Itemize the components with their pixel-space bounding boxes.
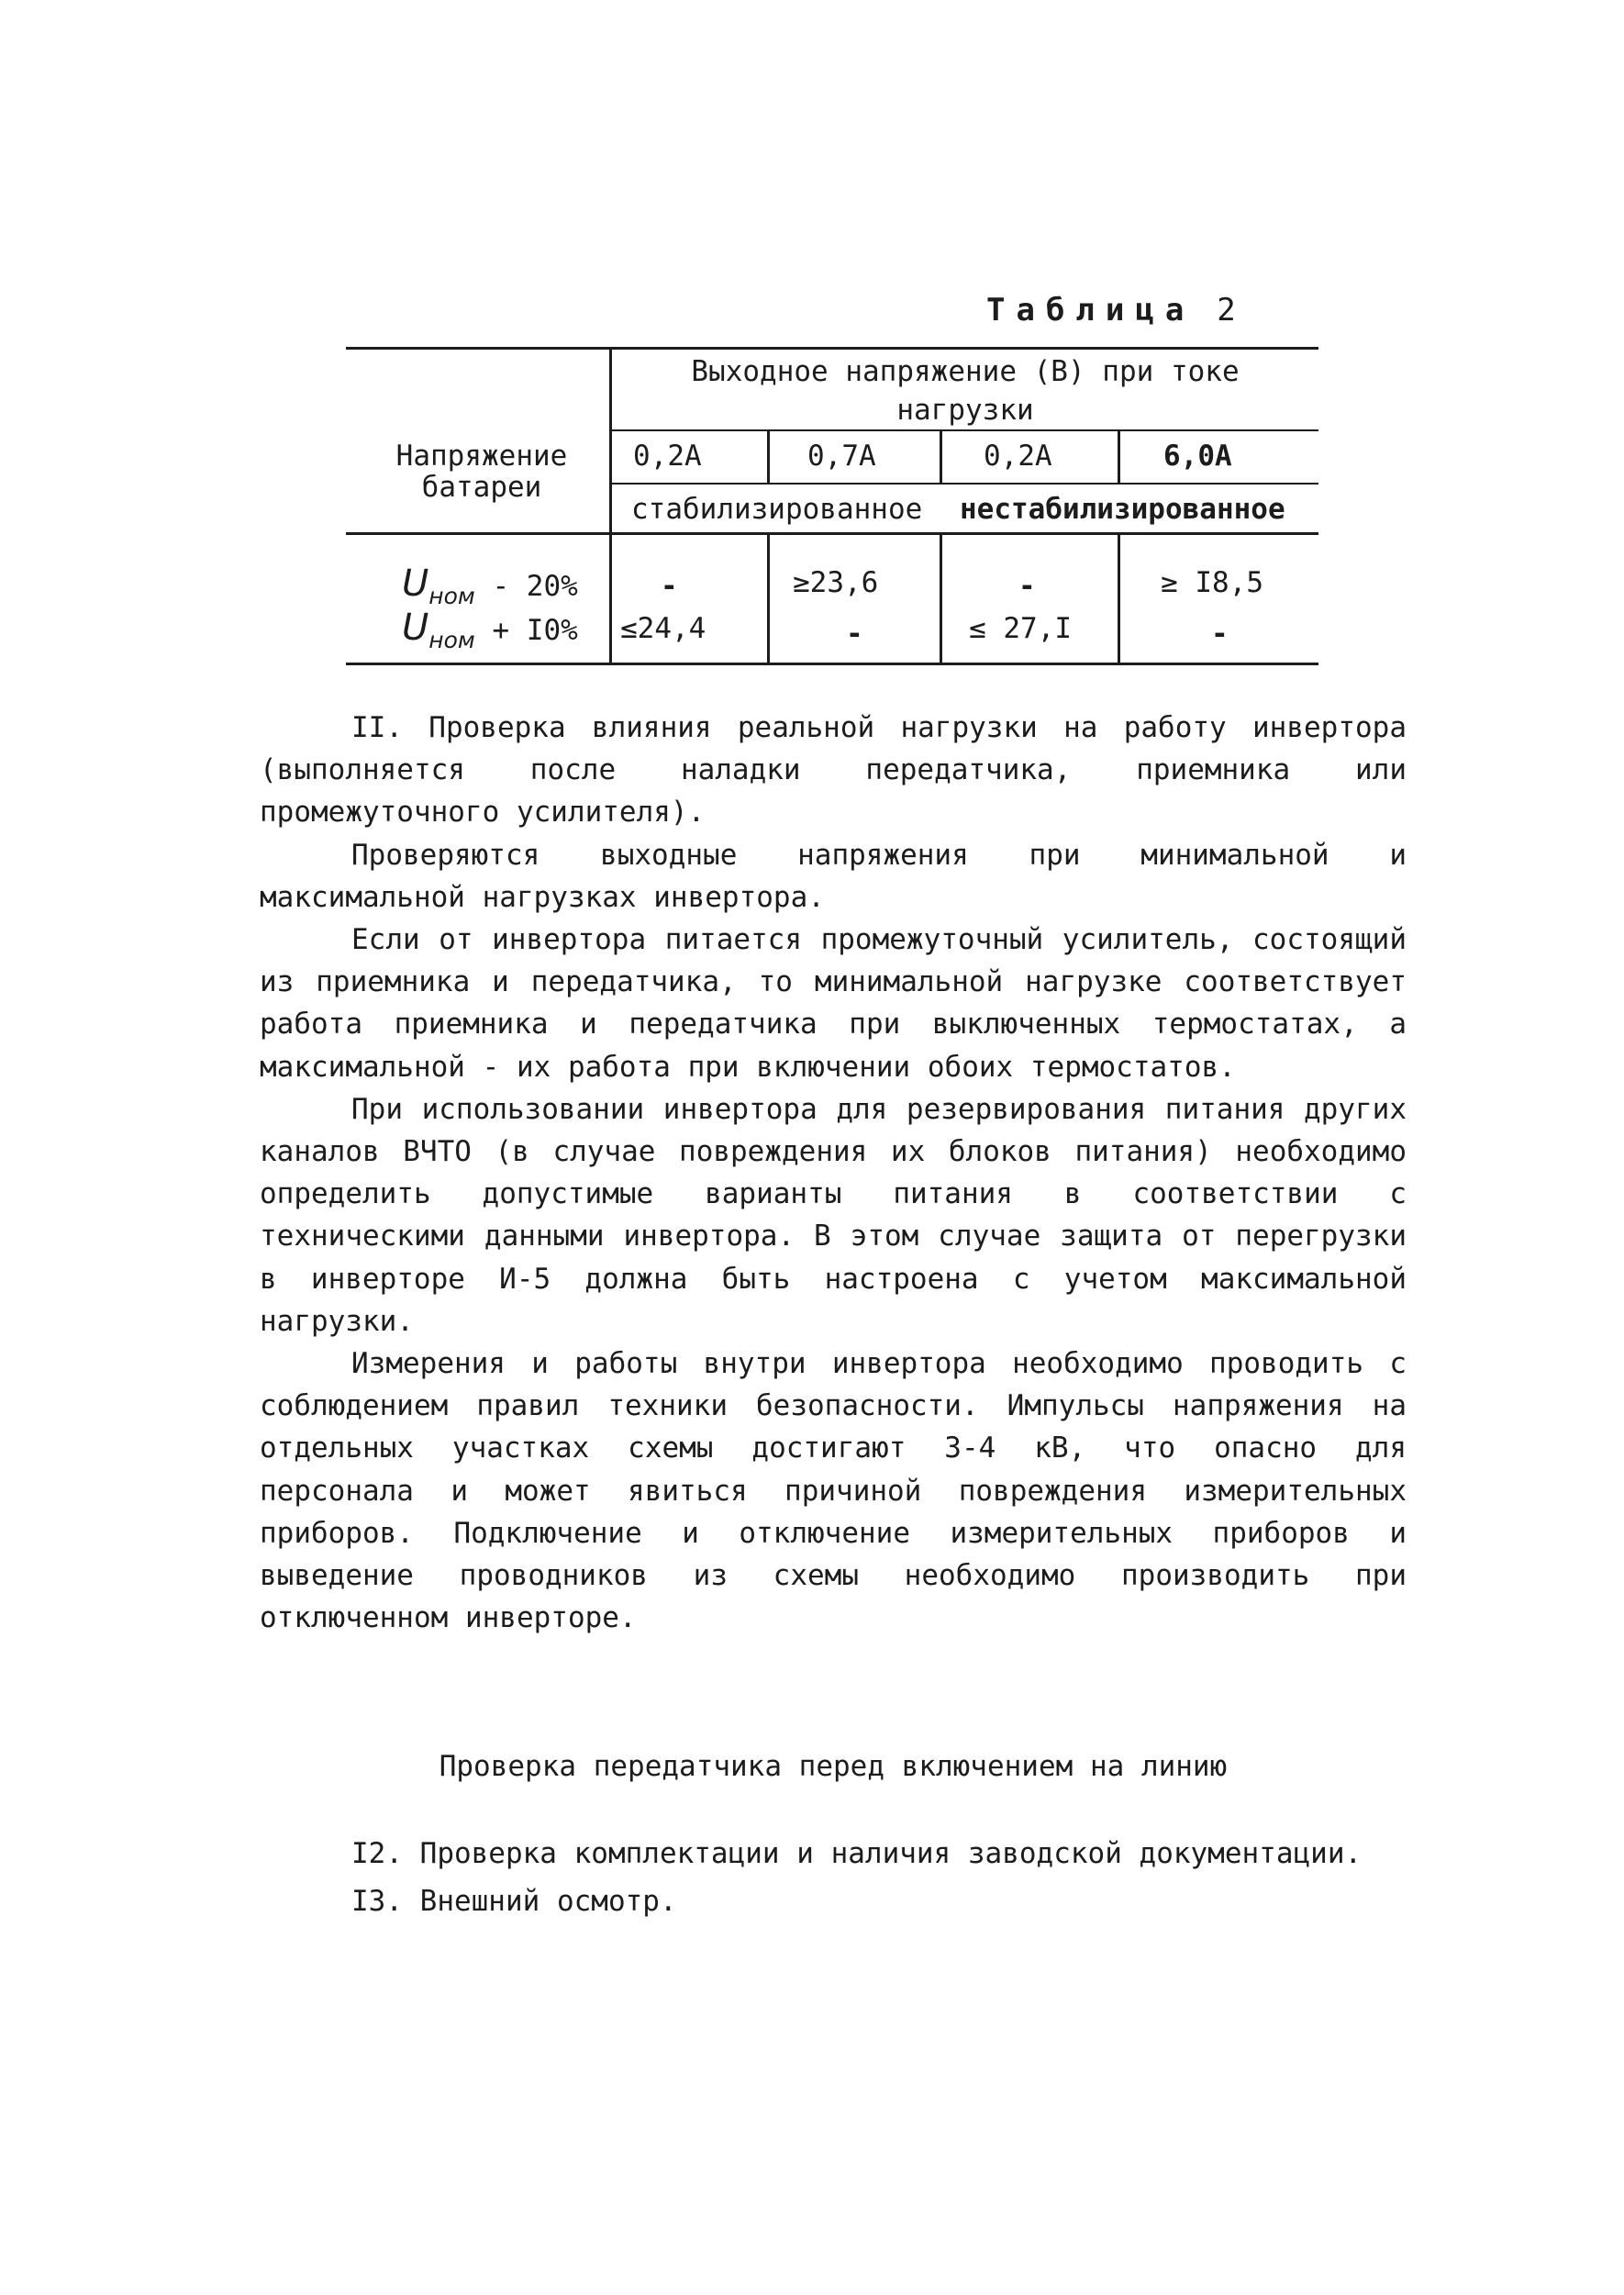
current-col-1: 0,2А bbox=[633, 440, 702, 473]
table-header-bottom-rule bbox=[346, 532, 1318, 535]
row-1-label bbox=[402, 563, 578, 609]
row-2-sub: ном bbox=[428, 627, 475, 653]
row-1-value-3: - bbox=[1018, 570, 1036, 603]
row-2-value-1: ≤24,4 bbox=[620, 612, 706, 645]
current-col-4: 6,0А bbox=[1163, 440, 1232, 473]
table-current-rule bbox=[609, 429, 1318, 431]
item-list bbox=[351, 1830, 1362, 1925]
table-caption-number: 2 bbox=[1217, 292, 1236, 329]
paragraph-safety: Измерения и работы внутри инвертора необходимо проводить с соблюдением правил техники безопасности. Импульсы напряжения на отдельных участках схемы достигают 3-4 кВ, что опасно для персонала и может явиться причиной повреждения измерительных приборов. Подключение и отключение измерительных приборов и выведение проводников из схемы необходимо производить при отключенном инверторе. bbox=[260, 1347, 1407, 1635]
paragraph-11: II. Проверка влияния реальной нагрузки на работу инвертора (выполняется после наладки передатчика, приемника или промежуточного усилителя). bbox=[260, 711, 1407, 830]
table-mode-rule bbox=[609, 483, 1318, 485]
table-divider-body-3 bbox=[1118, 534, 1120, 664]
row-2-value-2: - bbox=[846, 618, 863, 651]
table-bottom-rule bbox=[346, 663, 1318, 665]
table-divider-3 bbox=[1118, 430, 1120, 484]
table-divider-body-1 bbox=[767, 534, 770, 664]
mode-stabilized: стабилизированное bbox=[631, 493, 923, 526]
row-2-value-3: ≤ 27,I bbox=[969, 612, 1072, 645]
body-text bbox=[260, 707, 1407, 1639]
current-col-2: 0,7А bbox=[807, 440, 876, 473]
row-2-var: U bbox=[402, 607, 429, 649]
list-item: I2. Проверка комплектации и наличия заводской документации. bbox=[351, 1837, 1363, 1870]
row-1-value-1: - bbox=[661, 570, 678, 603]
row-1-value-4: ≥ I8,5 bbox=[1161, 566, 1263, 599]
row-2-value-4: - bbox=[1211, 618, 1229, 651]
table-caption bbox=[986, 292, 1236, 329]
paragraph-reserve: При использовании инвертора для резервирования питания других каналов ВЧТО (в случае повреждения их блоков питания) необходимо определить допустимые варианты питания в соответствии с техническими данными инвертора. В этом случае защита от перегрузки в инверторе И-5 должна быть настроена с учетом максимальной нагрузки. bbox=[260, 1092, 1407, 1338]
table-divider-2 bbox=[940, 430, 942, 484]
row-1-value-2: ≥23,6 bbox=[793, 566, 879, 599]
group-header-label: Выходное напряжение (В) при токе нагрузки bbox=[691, 355, 1240, 427]
row-2-label bbox=[402, 607, 578, 653]
mode-unstabilized: нестабилизированное bbox=[960, 493, 1285, 526]
section-heading: Проверка передатчика перед включением на линию bbox=[439, 1750, 1228, 1783]
paragraph-loads: Проверяются выходные напряжения при минимальной и максимальной нагрузках инвертора. bbox=[260, 838, 1407, 914]
table-divider-body-2 bbox=[940, 534, 942, 664]
row-header-label: Напряжение батареи bbox=[395, 440, 568, 504]
table-caption-word: Таблица bbox=[986, 292, 1196, 329]
table-divider-1 bbox=[767, 430, 770, 484]
row-2-delta: + I0% bbox=[492, 614, 578, 647]
table-divider-label bbox=[609, 348, 612, 664]
row-1-sub: ном bbox=[428, 583, 475, 609]
table-top-rule bbox=[346, 347, 1318, 350]
row-1-delta: - 20% bbox=[492, 570, 578, 603]
list-item: I3. Внешний осмотр. bbox=[351, 1885, 677, 1918]
row-1-var: U bbox=[402, 563, 429, 605]
paragraph-amplifier: Если от инвертора питается промежуточный усилитель, состоящий из приемника и передатчика, то минимальной нагрузке соответствует работа приемника и передатчика при выключенных термостатах, а максимальной - их работа при включении обоих термостатов. bbox=[260, 923, 1407, 1084]
current-col-3: 0,2А bbox=[984, 440, 1052, 473]
